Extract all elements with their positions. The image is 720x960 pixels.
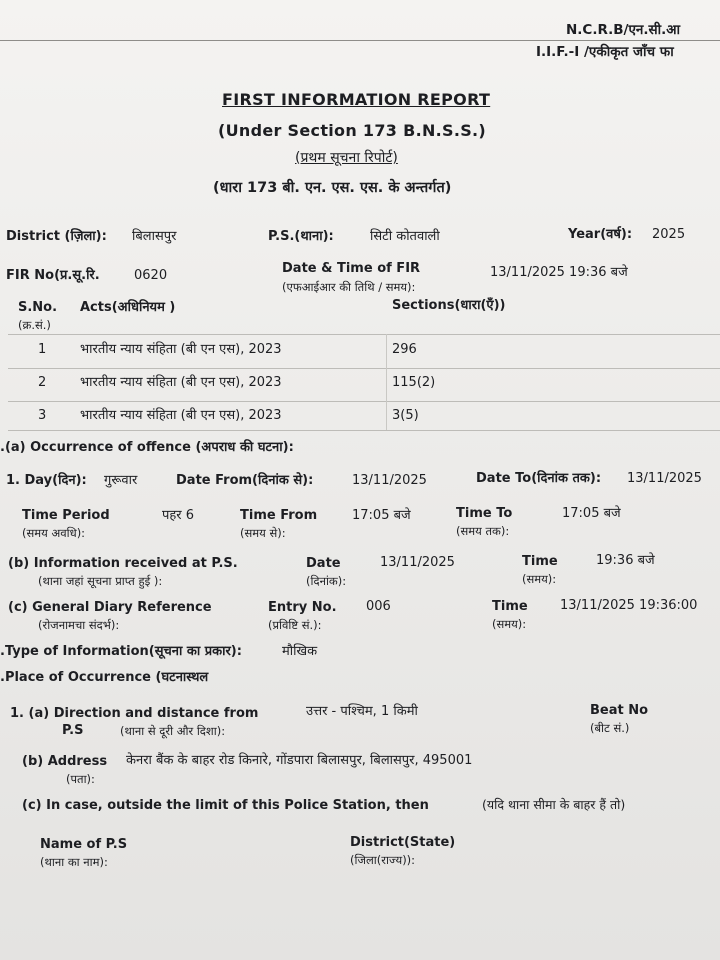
address-label-hi: (पता):: [66, 772, 95, 786]
info-date-label: Date: [306, 556, 341, 571]
date-to-value: 13/11/2025: [627, 471, 702, 486]
gd-ref-label-hi: (रोजनामचा संदर्भ):: [38, 618, 120, 632]
info-time-value: 19:36 बजे: [596, 553, 655, 568]
sno-header: S.No.: [18, 300, 58, 315]
ncrb-code: N.C.R.B/एन.सी.आ: [566, 22, 681, 38]
direction-label-ps: P.S: [62, 723, 84, 738]
fir-datetime-value: 13/11/2025 19:36 बजे: [490, 265, 628, 280]
time-period-value: पहर 6: [162, 508, 195, 523]
district-label: District (ज़िला):: [6, 229, 107, 244]
table-rule: [8, 334, 720, 335]
direction-value: उत्तर - पश्चिम, 1 किमी: [306, 704, 418, 719]
act-row-1-act: भारतीय न्याय संहिता (बी एन एस), 2023: [80, 342, 282, 357]
year-label: Year(वर्ष):: [568, 227, 633, 242]
time-from-label-hi: (समय से):: [240, 526, 286, 540]
place-heading: .Place of Occurrence (घटनास्थल: [0, 670, 209, 685]
header-rule: [0, 40, 720, 41]
act-row-2-act: भारतीय न्याय संहिता (बी एन एस), 2023: [80, 375, 282, 390]
info-received-label-hi: (थाना जहां सूचना प्राप्त हुई ):: [38, 574, 163, 588]
report-title: FIRST INFORMATION REPORT: [222, 90, 491, 109]
report-title-hindi: (प्रथम सूचना रिपोर्ट): [295, 150, 398, 166]
fir-datetime-label: Date & Time of FIR: [282, 261, 421, 276]
act-row-3-section: 3(5): [392, 408, 419, 423]
act-row-1-section: 296: [392, 342, 417, 357]
info-date-value: 13/11/2025: [380, 555, 455, 570]
fir-no-value: 0620: [134, 268, 168, 283]
day-label: 1. Day(दिन):: [6, 473, 87, 488]
act-row-1-sno: 1: [38, 342, 47, 357]
table-rule: [8, 401, 720, 402]
type-info-label: .Type of Information(सूचना का प्रकार):: [0, 644, 242, 659]
ps-name-label-hi: (थाना का नाम):: [40, 855, 108, 869]
entry-no-label-hi: (प्रविष्टि सं.):: [268, 618, 322, 632]
address-value: केनरा बैंक के बाहर रोड किनारे, गोंडपारा बिलासपुर, बिलासपुर, 495001: [126, 753, 473, 768]
sno-header-hi: (क्र.सं.): [18, 318, 51, 332]
time-to-label-hi: (समय तक):: [456, 524, 510, 538]
ps-label: P.S.(थाना):: [268, 229, 334, 244]
district-state-label: District(State): [350, 835, 456, 850]
acts-header: Acts(अधिनियम ): [80, 300, 176, 315]
day-value: गुरूवार: [104, 473, 138, 488]
fir-no-label: FIR No(प्र.सू.रि.: [6, 268, 100, 283]
report-section-hi: (धारा 173 बी. एन. एस. एस. के अन्तर्गत): [213, 180, 452, 196]
beat-no-label-hi: (बीट सं.): [590, 721, 630, 735]
beat-no-label: Beat No: [590, 703, 649, 718]
time-period-label-hi: (समय अवधि):: [22, 526, 86, 540]
act-row-3-act: भारतीय न्याय संहिता (बी एन एस), 2023: [80, 408, 282, 423]
info-time-label: Time: [522, 554, 558, 569]
time-to-label: Time To: [456, 506, 513, 521]
report-section-en: (Under Section 173 B.N.S.S.): [218, 121, 487, 140]
fir-datetime-label-hi: (एफआईआर की तिथि / समय):: [282, 280, 416, 294]
time-from-value: 17:05 बजे: [352, 508, 411, 523]
entry-no-label: Entry No.: [268, 600, 337, 615]
date-from-label: Date From(दिनांक से):: [176, 473, 314, 488]
gd-time-label: Time: [492, 599, 528, 614]
direction-label-hi: (थाना से दूरी और दिशा):: [120, 724, 226, 738]
date-to-label: Date To(दिनांक तक):: [476, 471, 602, 486]
gd-time-value: 13/11/2025 19:36:00: [560, 598, 698, 613]
table-rule: [8, 430, 720, 431]
act-row-2-sno: 2: [38, 375, 47, 390]
info-date-label-hi: (दिनांक):: [306, 574, 347, 588]
act-row-3-sno: 3: [38, 408, 47, 423]
type-info-value: मौखिक: [282, 644, 318, 659]
time-to-value: 17:05 बजे: [562, 506, 621, 521]
outside-limit-label-hi: (यदि थाना सीमा के बाहर हैं तो): [482, 797, 626, 812]
iif-code: I.I.F.-I /एकीकृत जाँच फा: [536, 44, 674, 60]
time-from-label: Time From: [240, 508, 318, 523]
year-value: 2025: [652, 227, 686, 242]
sections-header: Sections(धारा(एँ)): [392, 298, 506, 313]
occurrence-heading: .(a) Occurrence of offence (अपराध की घटना):: [0, 440, 294, 455]
table-column-rule: [386, 334, 387, 430]
time-period-label: Time Period: [22, 508, 110, 523]
district-value: बिलासपुर: [132, 229, 177, 244]
table-rule: [8, 368, 720, 369]
info-received-label: (b) Information received at P.S.: [8, 556, 238, 571]
date-from-value: 13/11/2025: [352, 473, 427, 488]
info-time-label-hi: (समय):: [522, 572, 557, 586]
district-state-label-hi: (जिला(राज्य)):: [350, 853, 416, 867]
ps-name-label: Name of P.S: [40, 837, 128, 852]
ps-value: सिटी कोतवाली: [370, 229, 440, 244]
entry-no-value: 006: [366, 599, 391, 614]
address-label: (b) Address: [22, 754, 108, 769]
gd-ref-label: (c) General Diary Reference: [8, 600, 212, 615]
act-row-2-section: 115(2): [392, 375, 436, 390]
gd-time-label-hi: (समय):: [492, 617, 527, 631]
outside-limit-label: (c) In case, outside the limit of this Police Station, then: [22, 798, 429, 813]
direction-label: 1. (a) Direction and distance from: [10, 706, 259, 721]
